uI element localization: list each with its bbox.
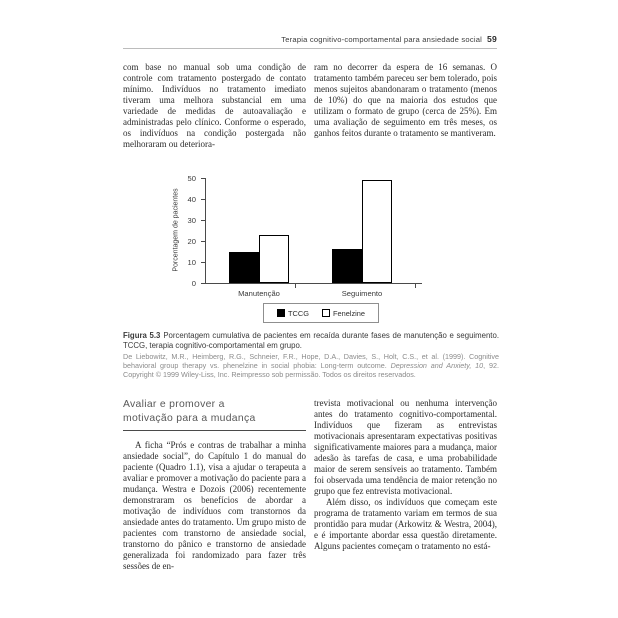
bar-fenelzine-2 (362, 180, 392, 283)
figure-caption-label: Figura 5.3 (123, 331, 161, 340)
relapse-bar-chart (160, 170, 480, 330)
figure-caption-text: Porcentagem cumulativa de pacientes em recaída durante fases de manutenção e seguimento. TCCG, terapia cognitivo-comportamental em grupo. (123, 331, 499, 350)
source-journal-name: Depression and Anxiety, 10 (390, 361, 484, 371)
bottom-columns (123, 398, 497, 572)
bar-tccg-2 (332, 249, 362, 283)
y-tick-mark-30 (201, 220, 205, 221)
x-tick-label-2: Seguimento (341, 289, 383, 298)
top-right-column (314, 62, 497, 150)
bar-tccg-1 (229, 252, 259, 284)
legend-item-tccg (277, 309, 309, 318)
running-title: Terapia cognitivo-comportamental para ansiedade social (281, 35, 483, 44)
legend-label-fenelzine: Fenelzine (332, 308, 365, 318)
bottom-right-column (314, 398, 497, 572)
y-tick-mark-20 (201, 241, 205, 242)
legend-label-tccg: TCCG (288, 308, 309, 318)
section-heading-line2: motivação para a mudança (123, 412, 256, 424)
chart-legend (263, 303, 379, 323)
section-left-paragraph: A ficha “Prós e contras de trabalhar a minha ansiedade social”, do Capítulo 1 do manual do paciente (Quadro 1.1), visa a ajudar o terapeuta a avaliar e promover a motivação do paciente para a mudança. Westra e Dozois (2006) recentemente demonstraram os benefícios de abordar a motivação de indivíduos com transtornos da ansiedade antes do tratamento. Um grupo misto de pacientes com transtorno de ansiedade social, transtorno do pânico e transtorno de ansiedade generalizada foi randomizado para fazer três sessões de en- (123, 440, 306, 571)
top-left-column (123, 62, 306, 150)
y-axis-label: Porcentagem de pacientes (172, 188, 180, 272)
figure-caption (123, 331, 499, 351)
top-right-paragraph: ram no decorrer da espera de 16 semanas. O tratamento também pareceu ser bem tolerado, pois menos sujeitos abandonaram o tratamento (menos de 10%) do que na maioria dos estudos que utilizam o formato de grupo (cerca de 25%). Em uma avaliação de seguimento em três meses, os ganhos feitos durante o tratamento se mantiveram. (314, 62, 497, 138)
y-tick-mark-50 (201, 178, 205, 179)
y-tick-label-10: 10 (187, 257, 196, 267)
section-heading-line1: Avaliar e promover a (123, 399, 225, 410)
section-right-paragraph-2: Além disso, os indivíduos que começam este programa de tratamento variam em termos de sua prontidão para mudar (Arkowitz & Westra, 2004), e é importante abordar essa questão diretamente. Alguns pacientes começam o tratamento no está- (314, 497, 497, 551)
top-columns (123, 62, 497, 150)
section-right-paragraph-1: trevista motivacional ou nenhuma intervenção antes do tratamento cognitivo-comportamental. Indivíduos que fizeram as entrevistas motivacionais apresentaram expectativas positivas significativamente maiores para a mudança, maior adesão às tarefas de casa, e uma probabilidade maior de serem sensíveis ao tratamento. Também foi observada uma tendência de maior retenção no grupo que fez entrevista motivacional. (314, 398, 497, 496)
x-tick-label-1: Manutenção (238, 289, 280, 298)
x-tick-mark-1 (295, 284, 296, 288)
y-tick-label-40: 40 (187, 194, 196, 204)
y-tick-mark-10 (201, 262, 205, 263)
figure-source-citation (123, 352, 499, 380)
y-tick-mark-40 (201, 199, 205, 200)
section-heading (123, 398, 306, 431)
legend-swatch-fenelzine (322, 309, 330, 317)
source-text-post: , 92. Copyright © 1999 Wiley-Liss, Inc. Reimpresso sob permissão. Todos os direitos reservados. (123, 361, 499, 380)
y-tick-label-50: 50 (187, 173, 196, 183)
source-text-pre: De Liebowitz, M.R., Heimberg, R.G., Schneier, F.R., Hope, D.A., Davies, S., Holt, C.S., et al. (1999). Cognitive behavioral group therapy vs. phenelzine in social phobia: Long-term outcome. (123, 352, 499, 371)
page-header (123, 34, 497, 49)
top-left-paragraph: com base no manual sob uma condição de controle com tratamento postergado de contato mínimo. Indivíduos no tratamento imediato tiveram uma melhora substancial em uma variedade de medidas de autoavaliação e administradas pelo clínico. Conforme o esperado, os indivíduos na condição postergada não melhoraram ou deteriora- (123, 62, 306, 149)
legend-swatch-tccg (277, 309, 285, 317)
page-number: 59 (487, 34, 497, 44)
x-tick-mark-2 (415, 284, 416, 288)
legend-item-fenelzine (322, 309, 365, 318)
bar-fenelzine-1 (259, 235, 289, 283)
y-tick-label-20: 20 (187, 236, 196, 246)
y-tick-label-0: 0 (191, 278, 196, 288)
y-tick-label-30: 30 (187, 215, 196, 225)
bottom-left-column (123, 398, 306, 572)
y-tick-mark-0 (201, 283, 205, 284)
